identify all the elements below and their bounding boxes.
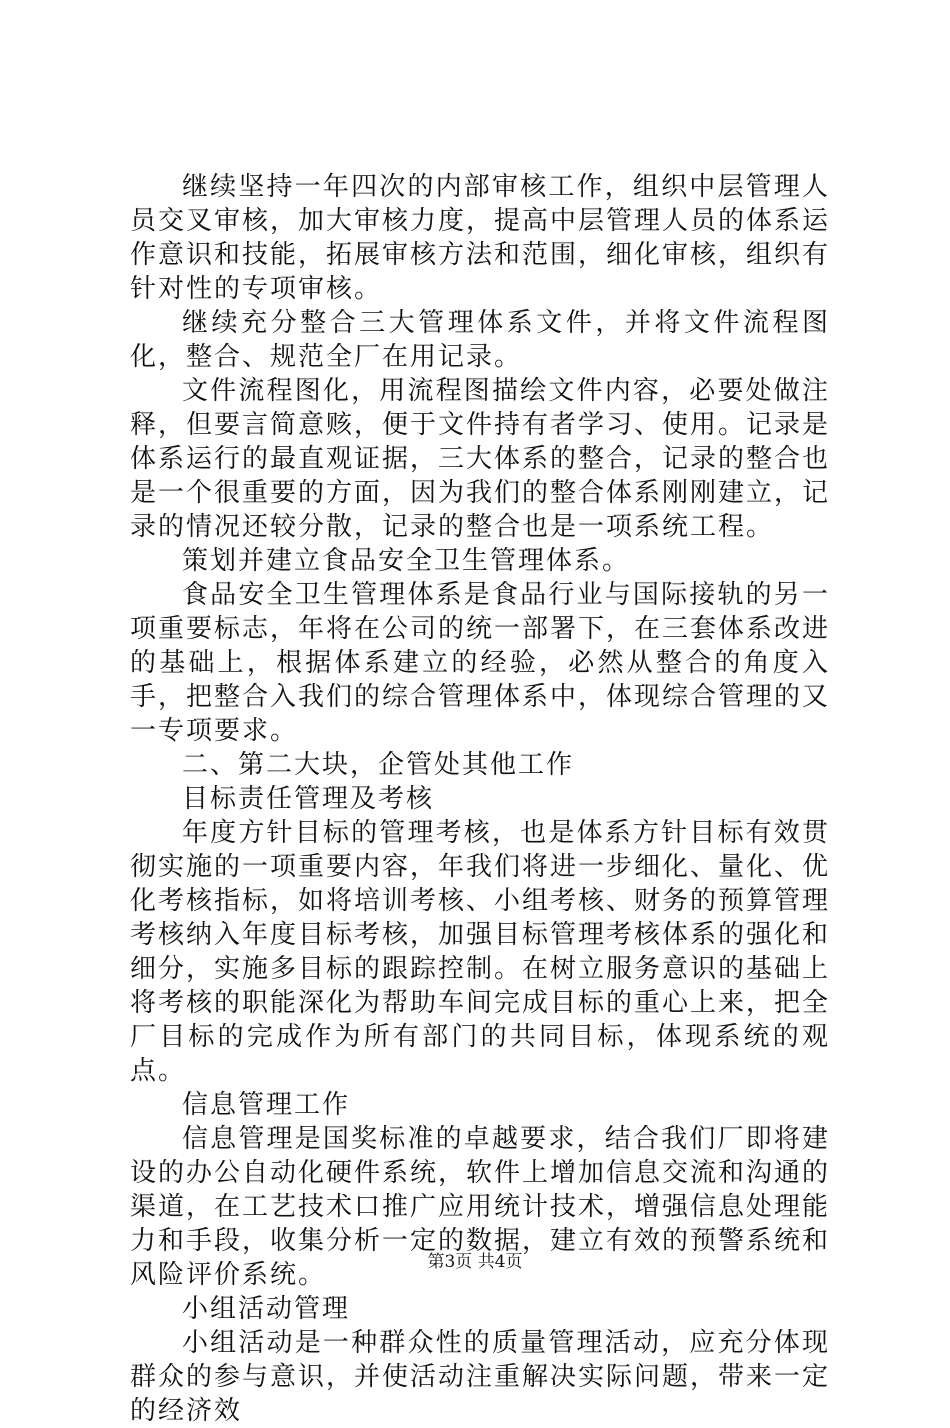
subheading-group-activity: 小组活动管理: [182, 1294, 351, 1324]
page-footer: 第3页 共4页: [427, 1252, 523, 1272]
paragraph-food-safety-body: 食品安全卫生管理体系是食品行业与国际接轨的另一项重要标志，年将在公司的统一部署下，在三套体系改进的基础上，根据体系建立的经验，必然从整合的角度入手，把整合入我们的综合管理体系中，体现综合管理的又一专项要求。: [130, 580, 831, 746]
document-body: [130, 170, 830, 1428]
paragraph-integrate-documents: 继续充分整合三大管理体系文件，并将文件流程图化，整合、规范全厂在用记录。: [130, 308, 830, 372]
paragraph-group-activity: 小组活动是一种群众性的质量管理活动，应充分体现群众的参与意识，并使活动注重解决实际问题，带来一定的经济效: [130, 1328, 831, 1426]
paragraph-flowchart-records: 文件流程图化，用流程图描绘文件内容，必要处做注释，但要言简意赅，便于文件持有者学习、使用。记录是体系运行的最直观证据，三大体系的整合，记录的整合也是一个很重要的方面，因为我们的整合体系刚刚建立，记录的情况还较分散，记录的整合也是一项系统工程。: [130, 376, 831, 542]
section-heading-second-block: 二、第二大块，企管处其他工作: [182, 750, 575, 780]
paragraph-target-assessment: 年度方针目标的管理考核，也是体系方针目标有效贯彻实施的一项重要内容，年我们将进一步细化、量化、优化考核指标，如将培训考核、小组考核、财务的预算管理考核纳入年度目标考核，加强目标管理考核体系的强化和细分，实施多目标的跟踪控制。在树立服务意识的基础上将考核的职能深化为帮助车间完成目标的重心上来，把全厂目标的完成作为所有部门的共同目标，体现系统的观点。: [130, 818, 831, 1086]
paragraph-information-management: 信息管理是国奖标准的卓越要求，结合我们厂即将建设的办公自动化硬件系统，软件上增加信息交流和沟通的渠道，在工艺技术口推广应用统计技术，增强信息处理能力和手段，收集分析一定的数据，建立有效的预警系统和风险评价系统。: [130, 1124, 831, 1290]
subheading-target-responsibility: 目标责任管理及考核: [182, 784, 435, 814]
paragraph-food-safety-heading: 策划并建立食品安全卫生管理体系。: [182, 546, 631, 576]
paragraph-internal-audit: 继续坚持一年四次的内部审核工作，组织中层管理人员交叉审核，加大审核力度，提高中层管理人员的体系运作意识和技能，拓展审核方法和范围，细化审核，组织有针对性的专项审核。: [130, 172, 831, 304]
subheading-information-management: 信息管理工作: [182, 1090, 351, 1120]
